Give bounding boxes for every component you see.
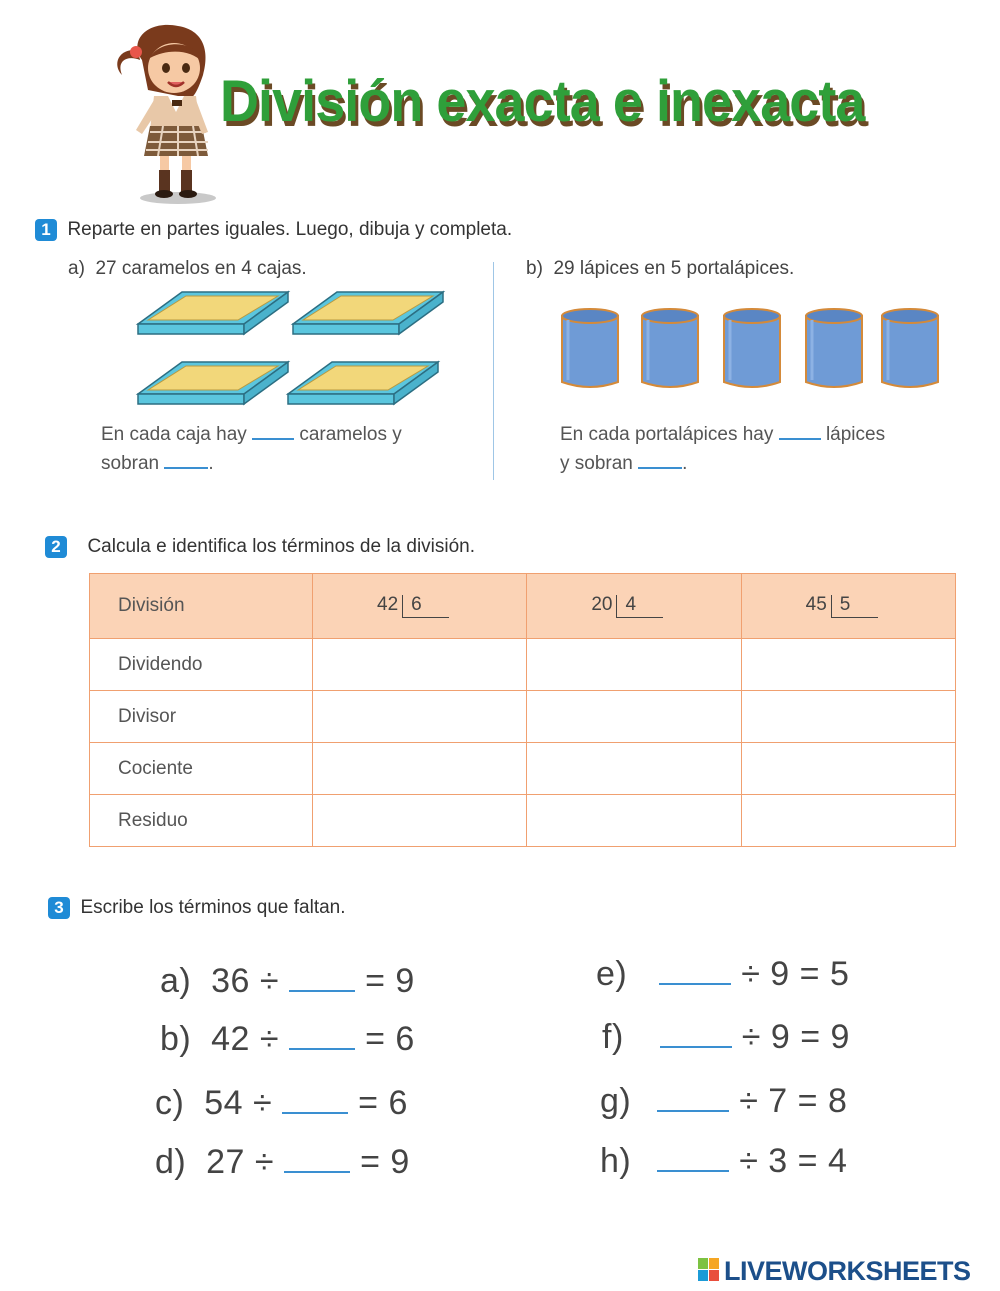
answer-text: y sobran bbox=[560, 453, 633, 474]
liveworksheets-logo[interactable]: LIVEWORKSHEETS bbox=[724, 1256, 971, 1286]
equation-right: = 6 bbox=[365, 1020, 415, 1058]
header-cell-division: División bbox=[90, 574, 313, 639]
equation-blank[interactable] bbox=[659, 983, 731, 985]
answer-blank[interactable] bbox=[252, 438, 294, 440]
answer-cell[interactable] bbox=[741, 639, 955, 691]
equation-right: ÷ 9 = 5 bbox=[741, 955, 850, 993]
row-label: Divisor bbox=[90, 691, 313, 743]
answer-cell[interactable] bbox=[527, 743, 741, 795]
equation-a bbox=[160, 962, 415, 1001]
exercise-text: 27 caramelos en 4 cajas. bbox=[95, 258, 307, 279]
exercise-text: 29 lápices en 5 portalápices. bbox=[553, 258, 795, 279]
equation-label: h) bbox=[600, 1142, 632, 1180]
dividend: 20 bbox=[591, 594, 613, 615]
equation-b bbox=[160, 1020, 415, 1059]
answer-cell[interactable] bbox=[313, 743, 527, 795]
equation-left: 42 ÷ bbox=[211, 1020, 280, 1058]
answer-blank[interactable] bbox=[779, 438, 821, 440]
table-row bbox=[90, 691, 956, 743]
answer-cell[interactable] bbox=[741, 691, 955, 743]
answer-text: . bbox=[208, 453, 214, 474]
exercise-label: a) bbox=[68, 258, 85, 279]
exercise-1a-prompt bbox=[68, 258, 307, 280]
equation-blank[interactable] bbox=[657, 1110, 729, 1112]
equation-blank[interactable] bbox=[660, 1046, 732, 1048]
answer-cell[interactable] bbox=[527, 691, 741, 743]
row-label: Cociente bbox=[90, 743, 313, 795]
table-row bbox=[90, 795, 956, 847]
answer-text: sobran bbox=[101, 453, 160, 474]
section-2-heading bbox=[45, 536, 475, 558]
equation-c bbox=[155, 1084, 408, 1123]
answer-cell[interactable] bbox=[527, 639, 741, 691]
equation-left: 36 ÷ bbox=[211, 962, 280, 1000]
equation-d bbox=[155, 1143, 410, 1182]
column-divider bbox=[493, 262, 494, 480]
equation-label: g) bbox=[600, 1082, 632, 1120]
row-label: Dividendo bbox=[90, 639, 313, 691]
equation-blank[interactable] bbox=[284, 1171, 350, 1173]
equation-label: f) bbox=[602, 1018, 624, 1056]
equation-h bbox=[600, 1142, 847, 1181]
liveworksheets-logo-icon bbox=[698, 1258, 720, 1282]
equation-blank[interactable] bbox=[282, 1112, 348, 1114]
equation-e bbox=[596, 955, 849, 994]
dividend: 45 bbox=[805, 594, 827, 615]
section-3-instruction: Escribe los términos que faltan. bbox=[80, 897, 346, 918]
answer-text: caramelos y bbox=[299, 424, 402, 445]
equation-f bbox=[602, 1018, 850, 1057]
equation-g bbox=[600, 1082, 847, 1121]
row-label: Residuo bbox=[90, 795, 313, 847]
section-1-heading bbox=[35, 219, 512, 241]
answer-blank[interactable] bbox=[638, 467, 682, 469]
girl-illustration bbox=[108, 20, 220, 206]
answer-cell[interactable] bbox=[741, 743, 955, 795]
divisor: 4 bbox=[616, 595, 663, 618]
section-3-heading bbox=[48, 897, 346, 919]
equation-right: ÷ 9 = 9 bbox=[741, 1018, 850, 1056]
equation-blank[interactable] bbox=[657, 1170, 729, 1172]
answer-cell[interactable] bbox=[313, 691, 527, 743]
answer-cell[interactable] bbox=[313, 639, 527, 691]
exercise-1b-prompt bbox=[526, 258, 794, 280]
equation-right: ÷ 3 = 4 bbox=[739, 1142, 848, 1180]
answer-cell[interactable] bbox=[313, 795, 527, 847]
equation-label: a) bbox=[160, 962, 192, 1000]
equation-right: ÷ 7 = 8 bbox=[739, 1082, 848, 1120]
section-1-instruction: Reparte en partes iguales. Luego, dibuja y completa. bbox=[67, 219, 513, 240]
answer-cell[interactable] bbox=[527, 795, 741, 847]
answer-cell[interactable] bbox=[741, 795, 955, 847]
division-expression bbox=[741, 574, 955, 639]
exercise-1a-answer bbox=[101, 420, 481, 478]
section-2-instruction: Calcula e identifica los términos de la división. bbox=[87, 536, 476, 557]
equation-right: = 9 bbox=[365, 962, 415, 1000]
exercise-label: b) bbox=[526, 258, 543, 279]
answer-text: . bbox=[682, 453, 688, 474]
equation-label: c) bbox=[155, 1084, 185, 1122]
trays-illustration bbox=[130, 288, 460, 412]
equation-right: = 6 bbox=[358, 1084, 408, 1122]
equation-left: 27 ÷ bbox=[206, 1143, 275, 1181]
exercise-1b-answer bbox=[560, 420, 960, 478]
answer-text: En cada portalápices hay bbox=[560, 424, 774, 445]
divisor: 5 bbox=[831, 595, 878, 618]
table-header-row bbox=[90, 574, 956, 639]
equation-left: 54 ÷ bbox=[204, 1084, 273, 1122]
equation-label: b) bbox=[160, 1020, 192, 1058]
table-row bbox=[90, 743, 956, 795]
answer-text: lápices bbox=[825, 424, 886, 445]
section-number-badge: 2 bbox=[45, 536, 67, 558]
division-expression bbox=[527, 574, 741, 639]
answer-blank[interactable] bbox=[164, 467, 208, 469]
dividend: 42 bbox=[377, 594, 399, 615]
equation-blank[interactable] bbox=[289, 990, 355, 992]
equation-blank[interactable] bbox=[289, 1048, 355, 1050]
page-title: División exacta e inexacta bbox=[220, 69, 865, 134]
table-row bbox=[90, 639, 956, 691]
equation-right: = 9 bbox=[360, 1143, 410, 1181]
section-number-badge: 3 bbox=[48, 897, 70, 919]
division-expression bbox=[313, 574, 527, 639]
division-terms-table bbox=[89, 573, 956, 847]
divisor: 6 bbox=[402, 595, 449, 618]
answer-text: En cada caja hay bbox=[101, 424, 247, 445]
equation-label: e) bbox=[596, 955, 628, 993]
section-number-badge: 1 bbox=[35, 219, 57, 241]
pencil-holders-illustration bbox=[558, 306, 944, 394]
equation-label: d) bbox=[155, 1143, 187, 1181]
